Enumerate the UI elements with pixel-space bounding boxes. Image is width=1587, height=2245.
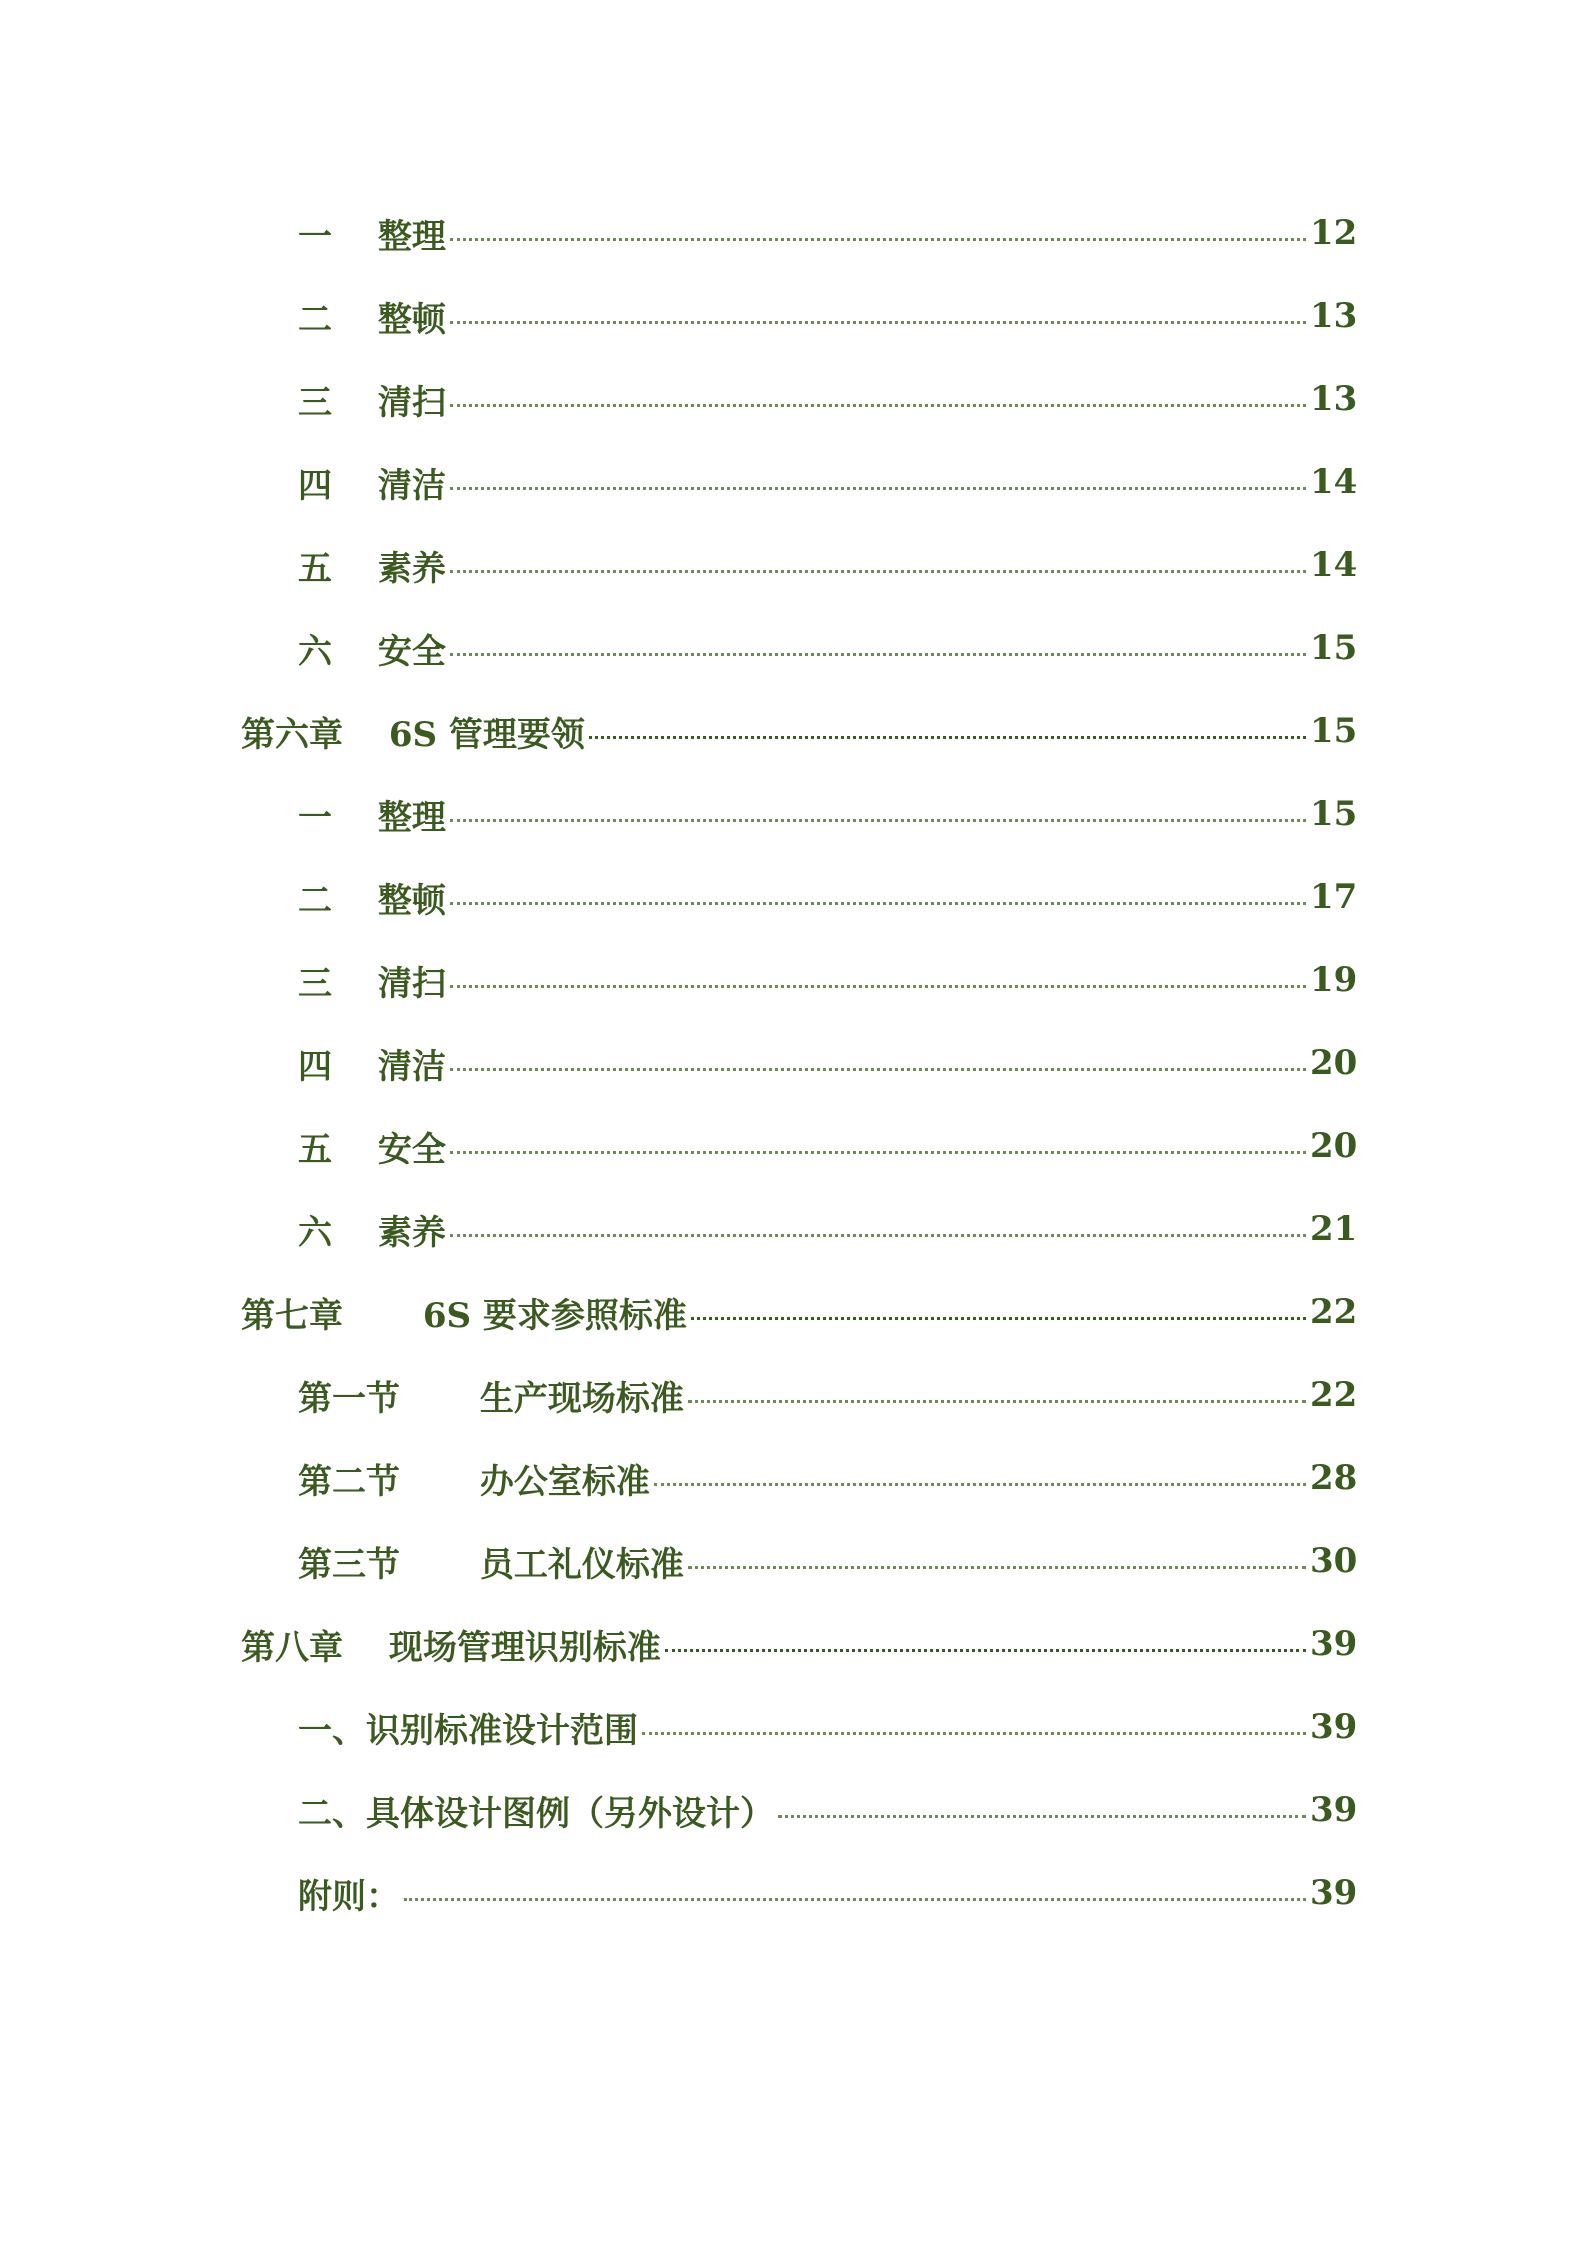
toc-page-number: 22 bbox=[1310, 1375, 1358, 1415]
toc-section-entry[interactable] bbox=[0, 1448, 1587, 1508]
toc-entry[interactable] bbox=[0, 1199, 1587, 1259]
toc-entry[interactable] bbox=[0, 1697, 1587, 1757]
toc-page-number: 15 bbox=[1310, 794, 1358, 834]
toc-entry-title: 三 清扫 bbox=[298, 382, 446, 423]
toc-entry-title: 一 整理 bbox=[298, 797, 446, 838]
toc-entry-title: 第七章 6S 要求参照标准 bbox=[241, 1295, 687, 1336]
toc-page-number: 20 bbox=[1310, 1043, 1358, 1083]
toc-chapter-entry[interactable] bbox=[0, 1614, 1587, 1674]
toc-entry-title: 一、识别标准设计范围 bbox=[298, 1710, 638, 1751]
toc-page-number: 21 bbox=[1310, 1209, 1358, 1249]
toc-dot-leader bbox=[450, 1068, 1306, 1071]
toc-page-number: 13 bbox=[1310, 296, 1358, 336]
toc-dot-leader bbox=[654, 1483, 1306, 1486]
toc-page-number: 30 bbox=[1310, 1541, 1358, 1581]
toc-page-number: 39 bbox=[1310, 1873, 1358, 1913]
toc-dot-leader bbox=[665, 1649, 1306, 1652]
toc-dot-leader bbox=[450, 404, 1306, 407]
toc-dot-leader bbox=[778, 1815, 1306, 1818]
toc-dot-leader bbox=[450, 321, 1306, 324]
toc-page-number: 13 bbox=[1310, 379, 1358, 419]
toc-dot-leader bbox=[450, 238, 1306, 241]
toc-entry[interactable] bbox=[0, 452, 1587, 512]
toc-page-number: 22 bbox=[1310, 1292, 1358, 1332]
toc-page-number: 39 bbox=[1310, 1624, 1358, 1664]
toc-entry-title: 第三节 员工礼仪标准 bbox=[298, 1544, 684, 1585]
toc-entry-title: 第六章 6S 管理要领 bbox=[241, 714, 585, 755]
toc-entry-title: 六 素养 bbox=[298, 1212, 446, 1253]
toc-entry[interactable] bbox=[0, 369, 1587, 429]
toc-entry-title: 四 清洁 bbox=[298, 465, 446, 506]
toc-entry-title: 四 清洁 bbox=[298, 1046, 446, 1087]
toc-dot-leader bbox=[450, 1151, 1306, 1154]
toc-dot-leader bbox=[450, 1234, 1306, 1237]
toc-entry-title: 二、具体设计图例（另外设计） bbox=[298, 1793, 774, 1834]
toc-entry[interactable] bbox=[0, 286, 1587, 346]
toc-dot-leader bbox=[688, 1566, 1306, 1569]
toc-entry[interactable] bbox=[0, 1780, 1587, 1840]
toc-dot-leader bbox=[450, 902, 1306, 905]
toc-entry[interactable] bbox=[0, 618, 1587, 678]
toc-chapter-entry[interactable] bbox=[0, 1282, 1587, 1342]
toc-entry-title: 第八章 现场管理识别标准 bbox=[241, 1627, 661, 1668]
toc-page-number: 15 bbox=[1310, 628, 1358, 668]
toc-entry-title: 六 安全 bbox=[298, 631, 446, 672]
toc-dot-leader bbox=[642, 1732, 1306, 1735]
toc-entry-title: 第一节 生产现场标准 bbox=[298, 1378, 684, 1419]
toc-entry[interactable] bbox=[0, 535, 1587, 595]
toc-entry-title: 附则： bbox=[298, 1876, 400, 1917]
toc-chapter-entry[interactable] bbox=[0, 701, 1587, 761]
toc-entry[interactable] bbox=[0, 1863, 1587, 1923]
toc-entry[interactable] bbox=[0, 203, 1587, 263]
toc-page-number: 28 bbox=[1310, 1458, 1358, 1498]
toc-page-number: 39 bbox=[1310, 1790, 1358, 1830]
toc-dot-leader bbox=[450, 570, 1306, 573]
toc-entry-title: 二 整顿 bbox=[298, 299, 446, 340]
toc-dot-leader bbox=[404, 1898, 1306, 1901]
toc-page-number: 14 bbox=[1310, 545, 1358, 585]
toc-entry-title: 二 整顿 bbox=[298, 880, 446, 921]
toc-entry[interactable] bbox=[0, 784, 1587, 844]
toc-dot-leader bbox=[688, 1400, 1306, 1403]
toc-dot-leader bbox=[450, 653, 1306, 656]
toc-entry[interactable] bbox=[0, 1033, 1587, 1093]
toc-entry-title: 一 整理 bbox=[298, 216, 446, 257]
toc-entry-title: 五 安全 bbox=[298, 1129, 446, 1170]
toc-dot-leader bbox=[450, 487, 1306, 490]
toc-entry[interactable] bbox=[0, 1116, 1587, 1176]
toc-page-number: 19 bbox=[1310, 960, 1358, 1000]
toc-dot-leader bbox=[589, 736, 1306, 739]
toc-entry-title: 五 素养 bbox=[298, 548, 446, 589]
toc-page-number: 15 bbox=[1310, 711, 1358, 751]
toc-page-number: 12 bbox=[1310, 213, 1358, 253]
toc-section-entry[interactable] bbox=[0, 1365, 1587, 1425]
toc-entry[interactable] bbox=[0, 867, 1587, 927]
toc-entry-title: 三 清扫 bbox=[298, 963, 446, 1004]
toc-dot-leader bbox=[450, 985, 1306, 988]
toc-dot-leader bbox=[691, 1317, 1306, 1320]
toc-entry-title: 第二节 办公室标准 bbox=[298, 1461, 650, 1502]
toc-section-entry[interactable] bbox=[0, 1531, 1587, 1591]
toc-page-number: 20 bbox=[1310, 1126, 1358, 1166]
toc-dot-leader bbox=[450, 819, 1306, 822]
toc-page-number: 17 bbox=[1310, 877, 1358, 917]
toc-page-number: 14 bbox=[1310, 462, 1358, 502]
toc-entry[interactable] bbox=[0, 950, 1587, 1010]
toc-page-number: 39 bbox=[1310, 1707, 1358, 1747]
